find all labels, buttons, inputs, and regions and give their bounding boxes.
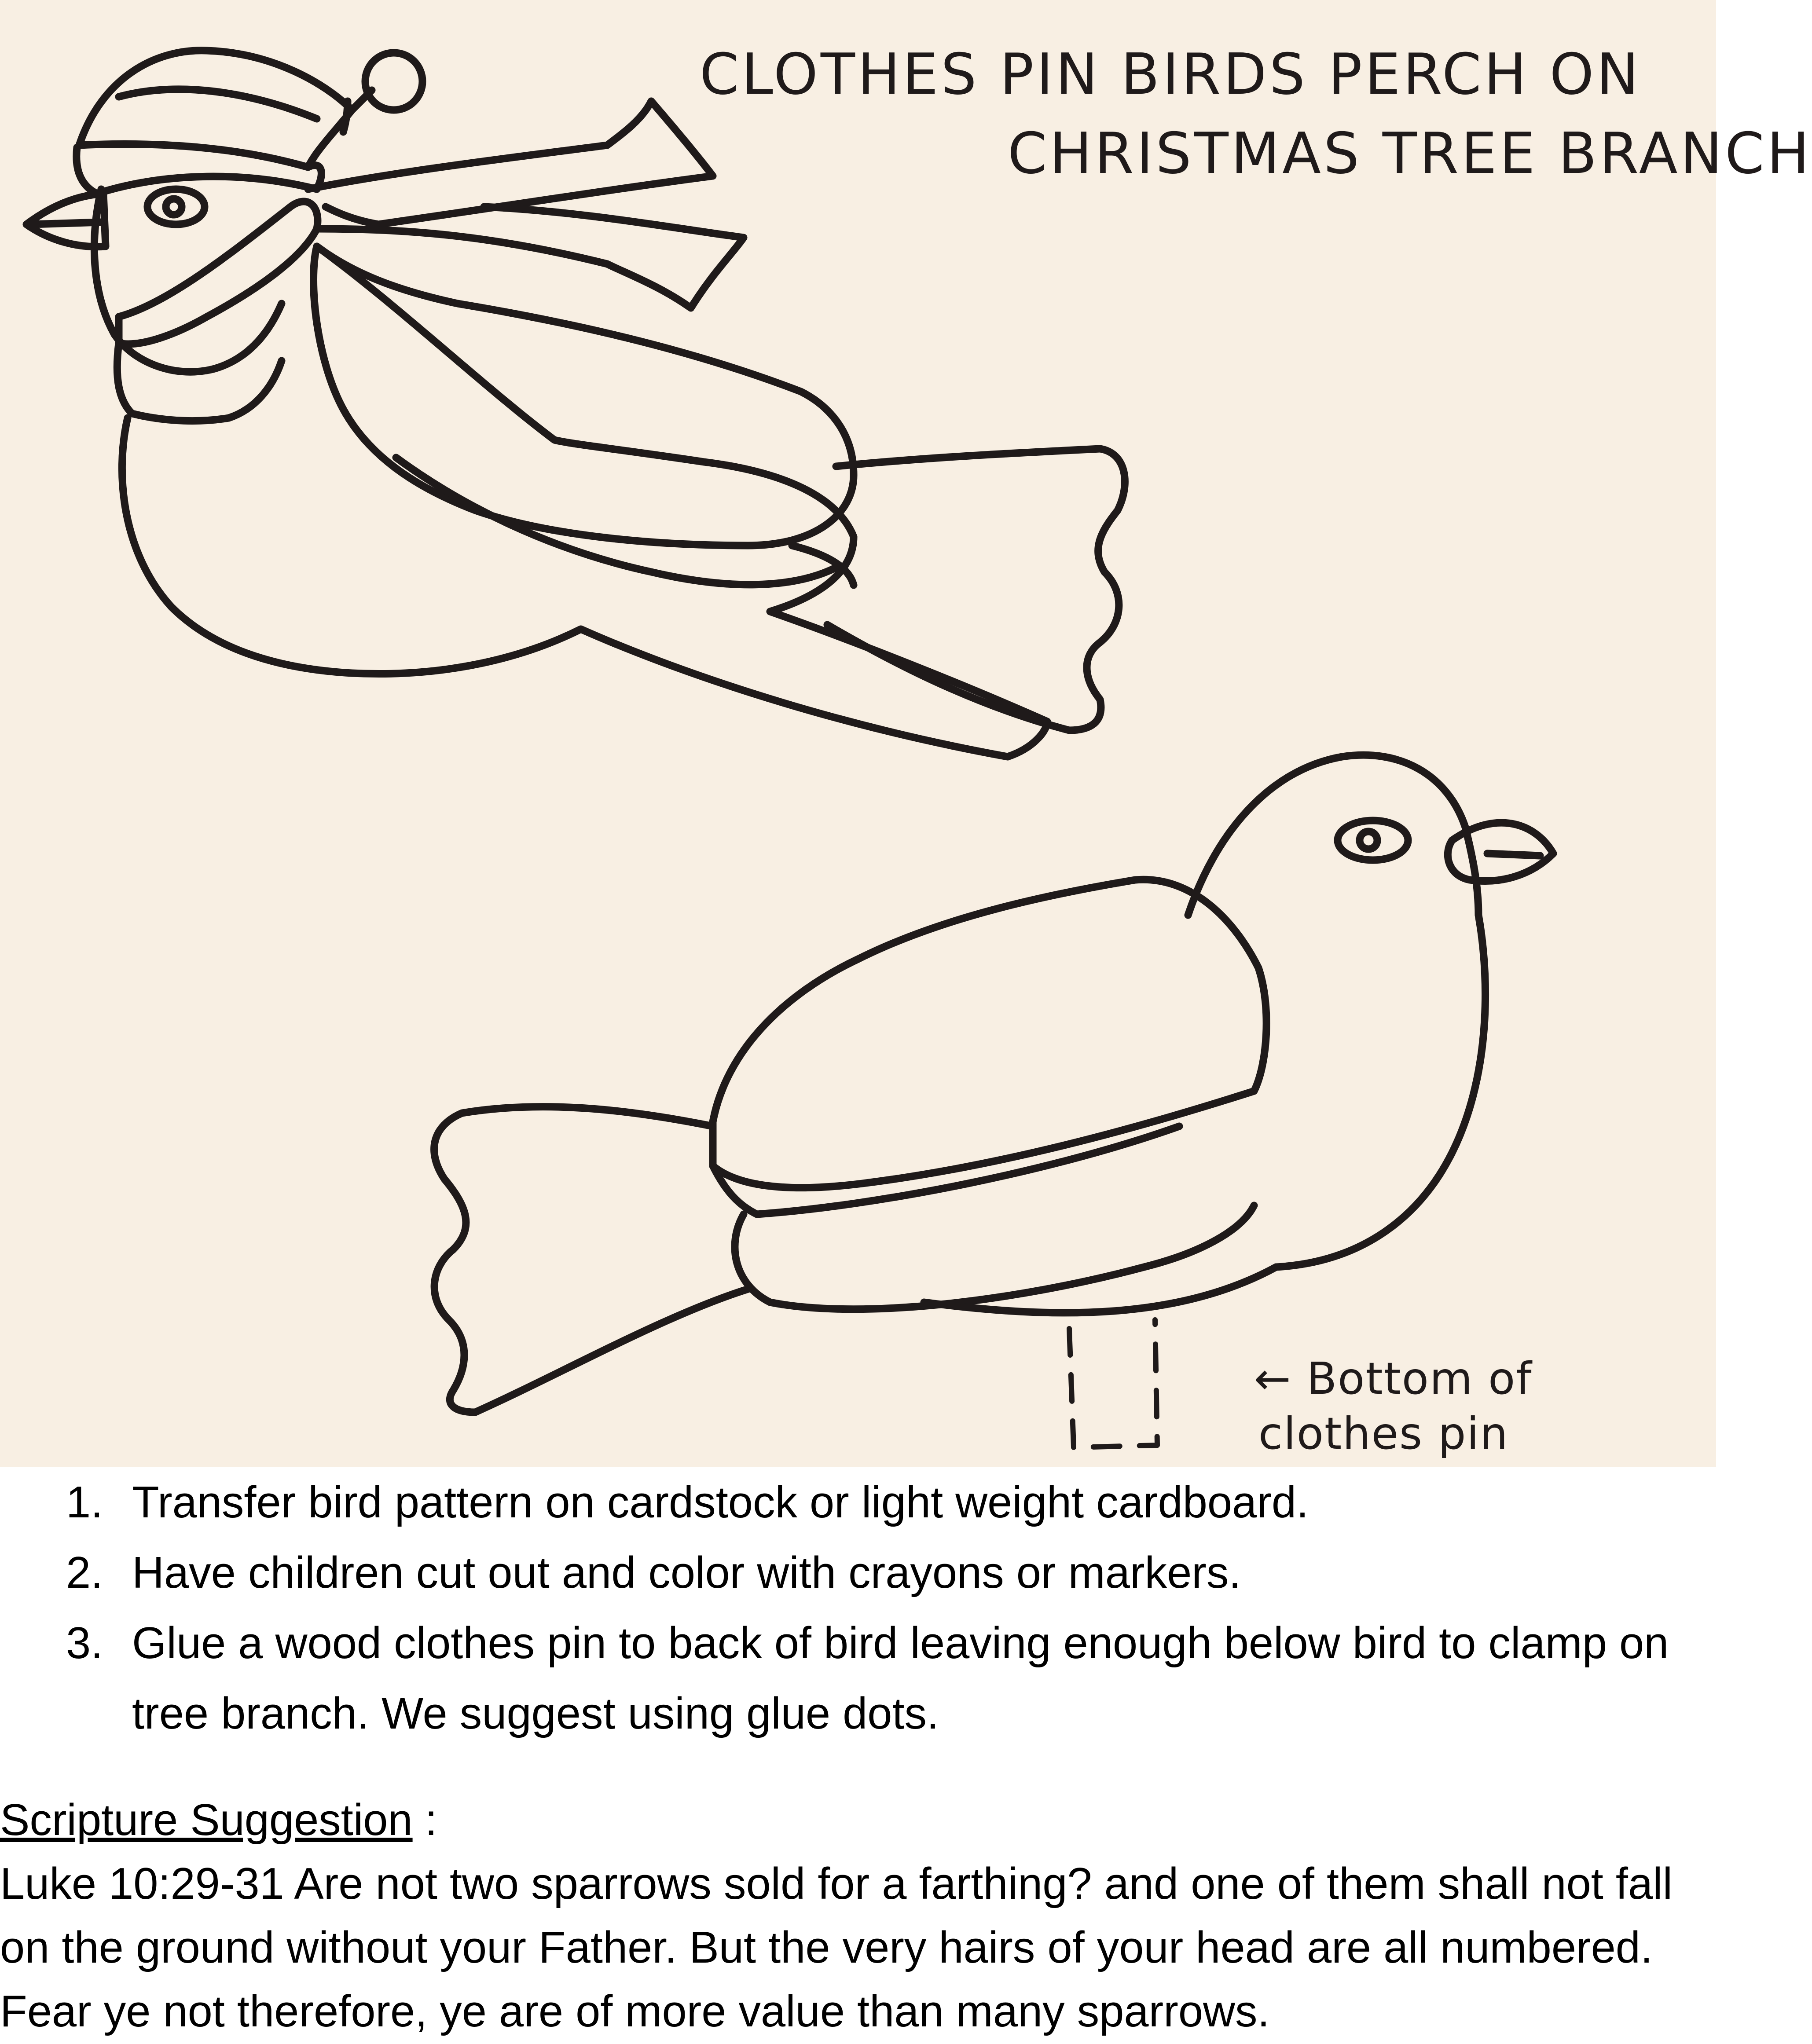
santa-hat-fold (119, 89, 317, 119)
instruction-text: Glue a wood clothes pin to back of bird leaving enough below bird to clamp on tree branch. We suggest using glue dots. (132, 1619, 1669, 1738)
instruction-number: 1. (66, 1478, 103, 1527)
plain-bird (434, 755, 1553, 1447)
bird2-eye (1338, 821, 1408, 860)
bird2-pupil (1360, 832, 1377, 849)
instruction-item (0, 1608, 1716, 1749)
bird1-pupil (166, 199, 182, 215)
scripture-section (0, 1788, 1716, 2044)
pattern-title-line-1: CLOTHES PIN BIRDS PERCH ON (700, 42, 1641, 107)
santa-hat-pompom (365, 53, 422, 110)
clothes-pin-outline (1069, 1320, 1157, 1447)
bird2-tail (434, 1107, 748, 1412)
bird1-collar (117, 343, 282, 421)
bird1-body (122, 246, 1047, 757)
scripture-text: Luke 10:29-31 Are not two sparrows sold for a farthing? and one of them shall not fall on the ground without your Father. But the very hairs of your head are all numbered. Fear ye not therefore, ye are of more value than many sparrows. (0, 1859, 1673, 2036)
bird2-belly (924, 1267, 1276, 1313)
bird1-beak-line (31, 222, 101, 224)
instruction-item (0, 1467, 1716, 1538)
instruction-number: 2. (66, 1548, 103, 1597)
clothes-pin-note-line-2: clothes pin (1258, 1408, 1509, 1459)
pattern-title-line-2: CHRISTMAS TREE BRANCH (1008, 121, 1812, 187)
instruction-text: Transfer bird pattern on cardstock or light weight cardboard. (132, 1478, 1309, 1527)
instruction-item (0, 1538, 1716, 1608)
bird2-beak-line (1487, 853, 1540, 856)
clothes-pin-note-line-1: ← Bottom of (1254, 1353, 1533, 1404)
santa-hat-string (343, 101, 348, 132)
instruction-list (0, 1467, 1716, 1749)
bird1-eye (147, 189, 205, 224)
santa-hat-band (77, 147, 322, 194)
bird2-wing-lower (735, 1205, 1254, 1309)
bird2-wing (713, 879, 1266, 1187)
bird1-wing (314, 246, 854, 546)
scarf-neck (119, 201, 318, 344)
santa-hat (79, 51, 352, 167)
scripture-heading: Scripture Suggestion (0, 1795, 413, 1845)
scripture-heading-separator: : (412, 1795, 437, 1845)
instruction-text: Have children cut out and color with crayons or markers. (132, 1548, 1241, 1597)
scripture-heading-line (0, 1788, 1716, 1852)
santa-hat-bird (26, 51, 1125, 757)
instruction-number: 3. (66, 1619, 103, 1668)
